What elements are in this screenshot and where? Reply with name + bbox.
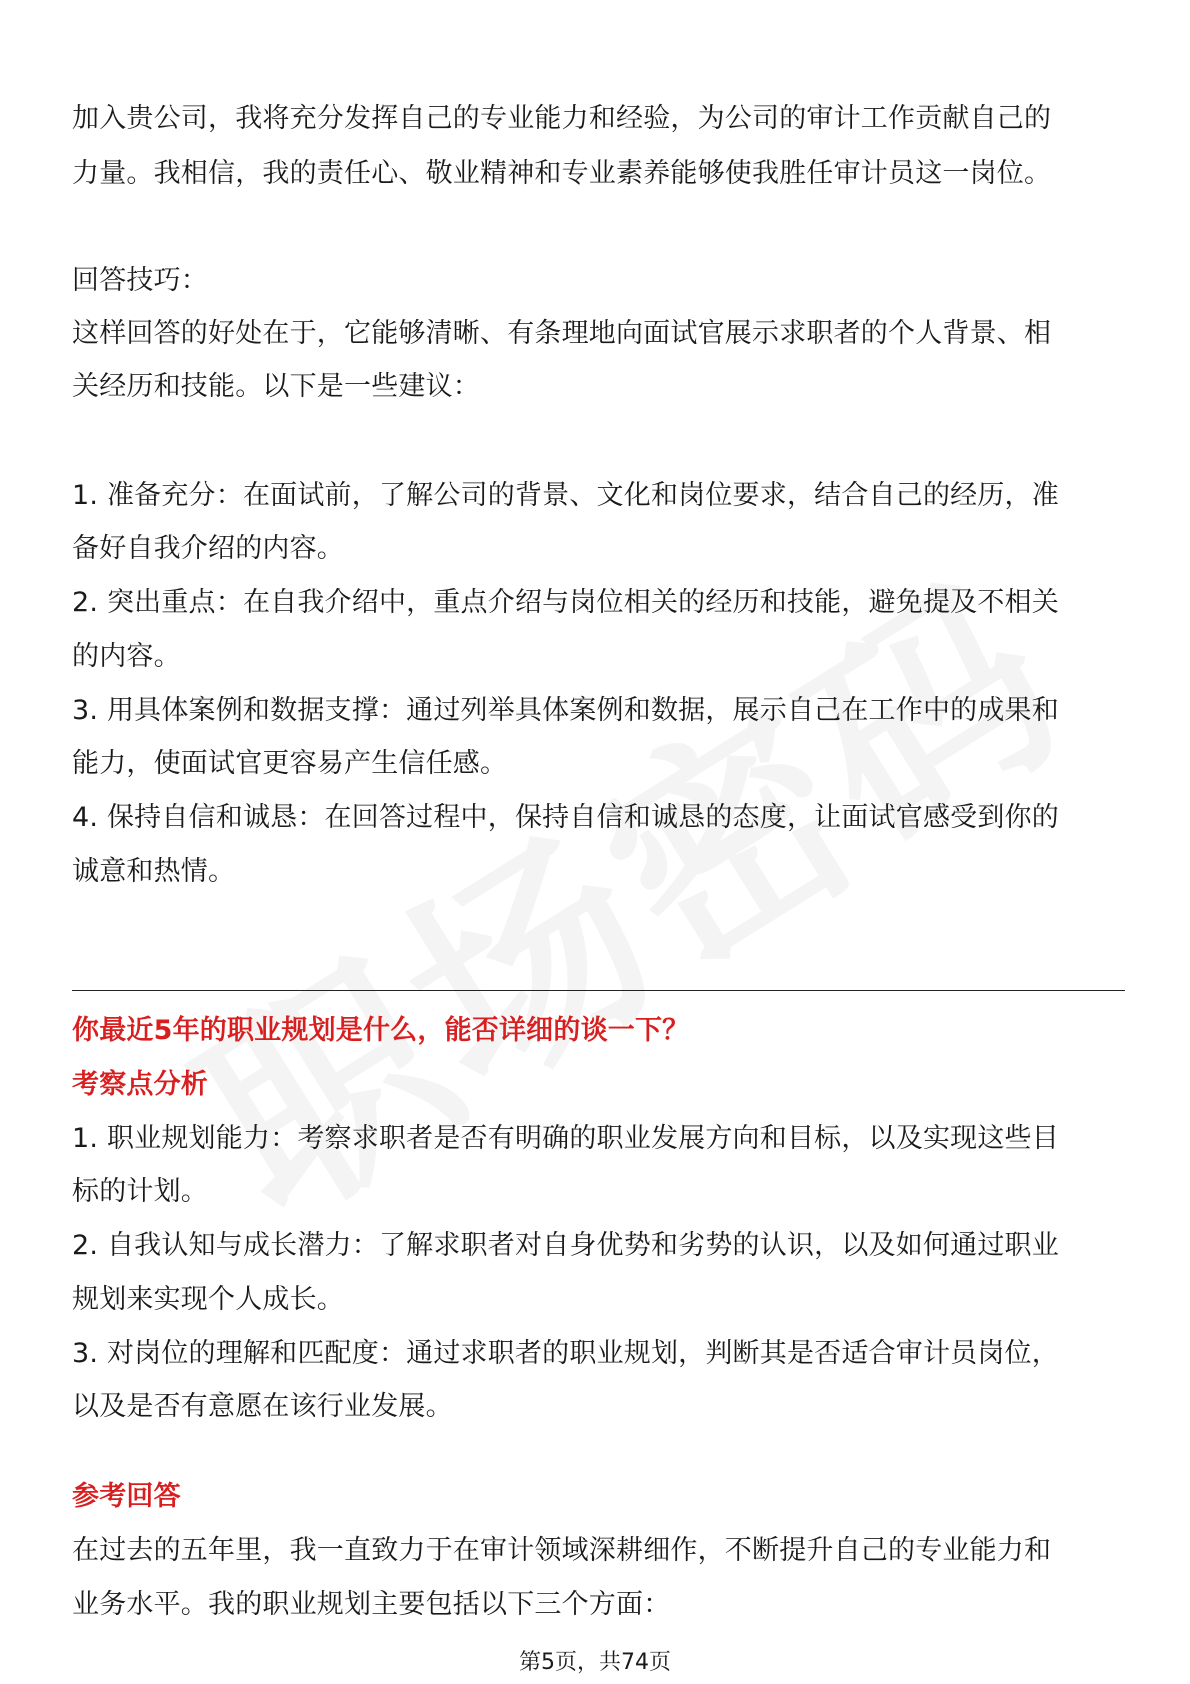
list-item: 标的计划。 (72, 1176, 208, 1207)
paragraph-line: 力量。我相信，我的责任心、敬业精神和专业素养能够使我胜任审计员这一岗位。 (72, 158, 1052, 189)
question-title: 你最近5年的职业规划是什么，能否详细的谈一下？ (72, 1015, 690, 1046)
tips-heading: 回答技巧： (72, 265, 208, 296)
list-item: 2. 自我认知与成长潜力：了解求职者对自身优势和劣势的认识，以及如何通过职业 (72, 1230, 1059, 1261)
analysis-heading: 考察点分析 (72, 1069, 208, 1100)
paragraph-line: 业务水平。我的职业规划主要包括以下三个方面： (72, 1589, 671, 1620)
list-item: 2. 突出重点：在自我介绍中，重点介绍与岗位相关的经历和技能，避免提及不相关 (72, 587, 1059, 618)
paragraph-line: 关经历和技能。以下是一些建议： (72, 371, 480, 402)
list-item: 1. 准备充分：在面试前，了解公司的背景、文化和岗位要求，结合自己的经历，准 (72, 480, 1059, 511)
paragraph-line: 加入贵公司，我将充分发挥自己的专业能力和经验，为公司的审计工作贡献自己的 (72, 103, 1052, 134)
list-item: 3. 用具体案例和数据支撑：通过列举具体案例和数据，展示自己在工作中的成果和 (72, 695, 1059, 726)
answer-heading: 参考回答 (72, 1481, 181, 1512)
list-item: 能力，使面试官更容易产生信任感。 (72, 748, 508, 779)
list-item: 诚意和热情。 (72, 856, 236, 887)
list-item: 的内容。 (72, 641, 181, 672)
list-item: 备好自我介绍的内容。 (72, 533, 344, 564)
section-divider (72, 990, 1125, 991)
paragraph-line: 这样回答的好处在于，它能够清晰、有条理地向面试官展示求职者的个人背景、相 (72, 318, 1052, 349)
list-item: 以及是否有意愿在该行业发展。 (72, 1391, 453, 1422)
list-item: 1. 职业规划能力：考察求职者是否有明确的职业发展方向和目标，以及实现这些目 (72, 1123, 1059, 1154)
list-item: 4. 保持自信和诚恳：在回答过程中，保持自信和诚恳的态度，让面试官感受到你的 (72, 802, 1059, 833)
paragraph-line: 在过去的五年里，我一直致力于在审计领域深耕细作，不断提升自己的专业能力和 (72, 1535, 1052, 1566)
list-item: 3. 对岗位的理解和匹配度：通过求职者的职业规划，判断其是否适合审计员岗位， (72, 1338, 1059, 1369)
page-number: 第5页，共74页 (519, 1650, 671, 1675)
list-item: 规划来实现个人成长。 (72, 1284, 344, 1315)
